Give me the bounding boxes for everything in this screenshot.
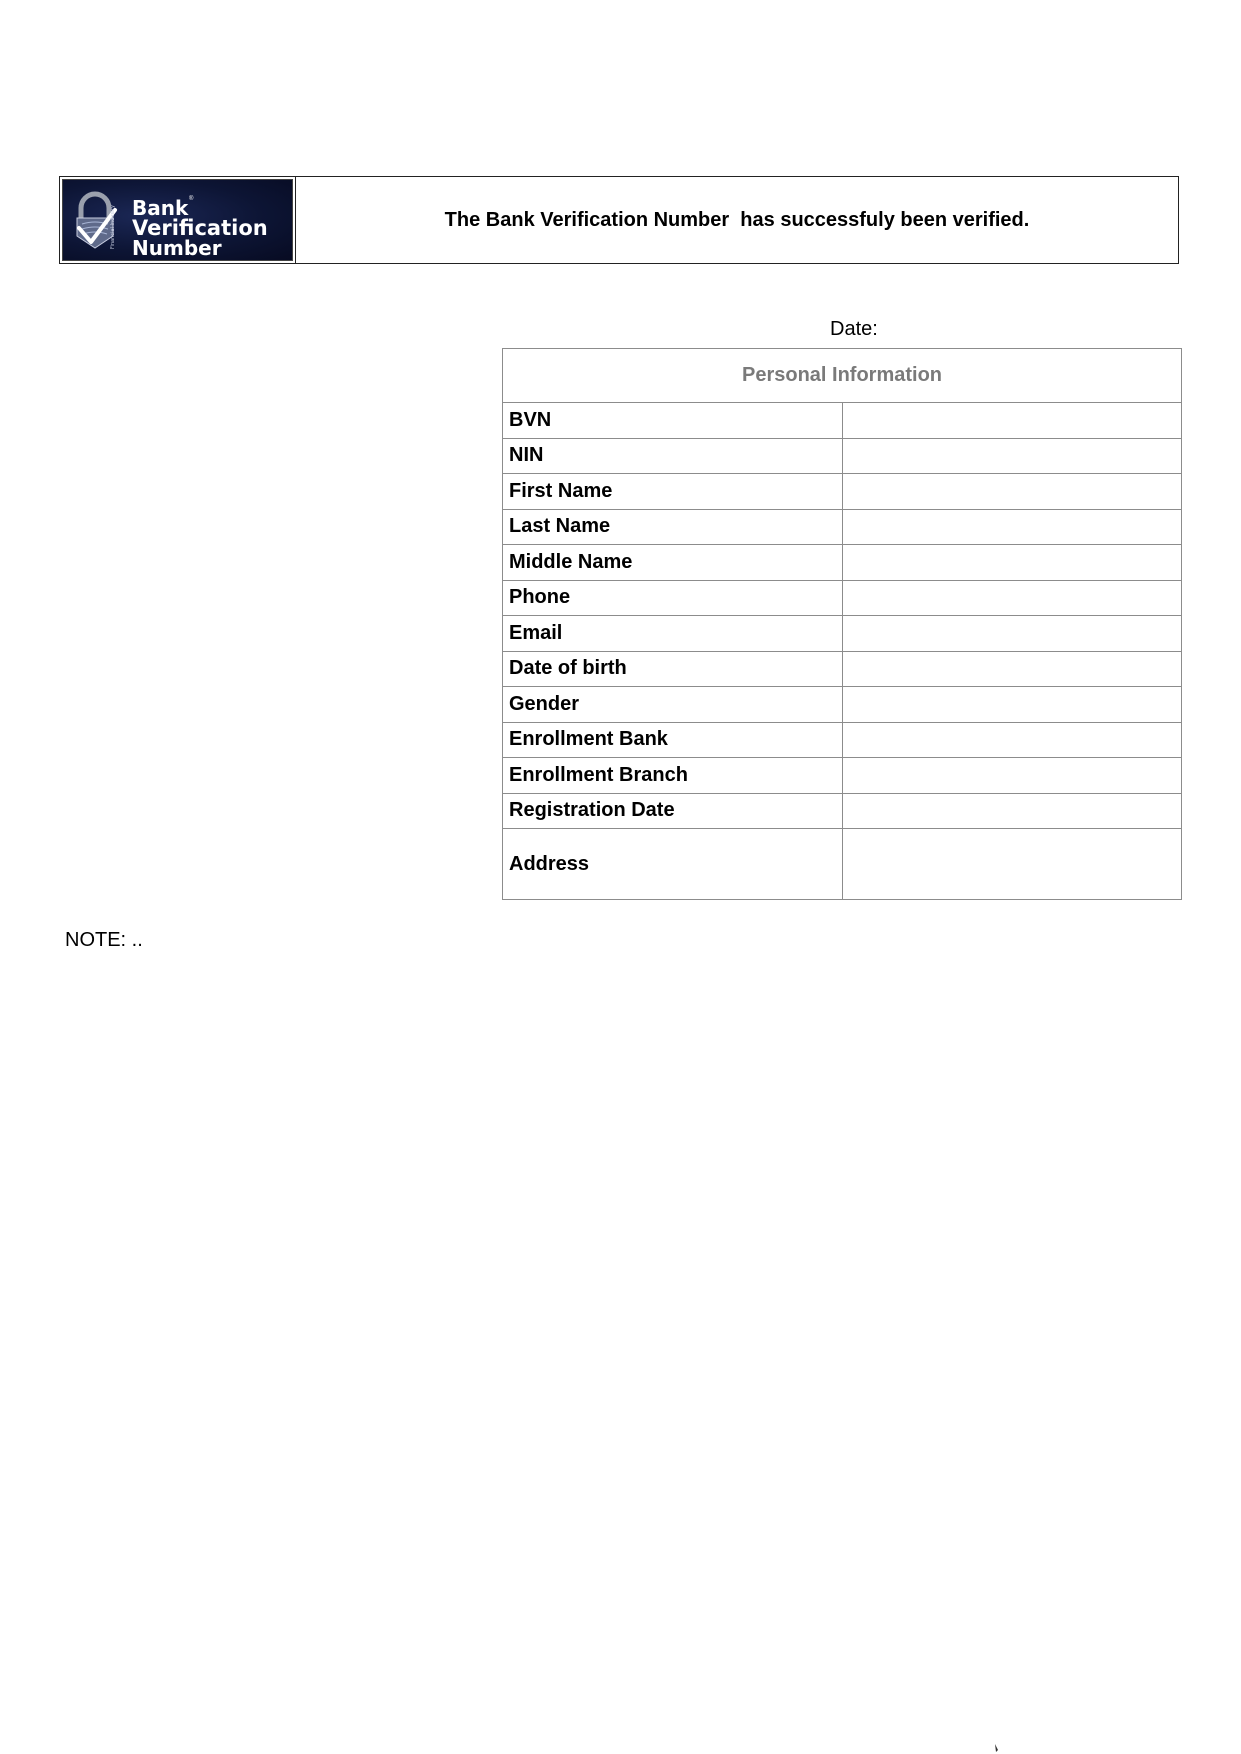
table-row (503, 580, 1182, 616)
field-value-gender (842, 687, 1182, 723)
field-label-enrollment-branch: Enrollment Branch (503, 758, 843, 794)
field-value-enrollment-bank (842, 722, 1182, 758)
table-row (503, 793, 1182, 829)
table-row (503, 687, 1182, 723)
field-label-nin: NIN (503, 438, 843, 474)
field-value-date-of-birth (842, 651, 1182, 687)
field-label-registration-date: Registration Date (503, 793, 843, 829)
logo-word-verification: Verification (132, 216, 268, 240)
field-value-email (842, 616, 1182, 652)
field-value-middle-name (842, 545, 1182, 581)
table-row (503, 474, 1182, 510)
field-value-registration-date (842, 793, 1182, 829)
table-caption-row (503, 349, 1182, 403)
logo-side-text: Financial Industry (110, 204, 116, 250)
date-label: Date: (830, 318, 878, 340)
table-row (503, 829, 1182, 900)
bvn-logo (62, 179, 293, 261)
field-label-phone: Phone (503, 580, 843, 616)
logo-cell (60, 177, 296, 263)
verification-message: The Bank Verification Number has successfuly been verified. (444, 208, 1030, 231)
field-value-last-name (842, 509, 1182, 545)
verification-header (59, 176, 1179, 264)
field-label-first-name: First Name (503, 474, 843, 510)
table-row (503, 438, 1182, 474)
page-corner-mark (995, 1744, 998, 1752)
field-value-nin (842, 438, 1182, 474)
table-row (503, 403, 1182, 439)
field-label-email: Email (503, 616, 843, 652)
field-value-phone (842, 580, 1182, 616)
table-row (503, 545, 1182, 581)
field-value-address (842, 829, 1182, 900)
field-label-enrollment-bank: Enrollment Bank (503, 722, 843, 758)
table-row (503, 509, 1182, 545)
field-value-first-name (842, 474, 1182, 510)
personal-information-table (502, 348, 1182, 900)
field-value-bvn (842, 403, 1182, 439)
field-label-bvn: BVN (503, 403, 843, 439)
logo-word-number: Number (132, 236, 222, 260)
logo-registered-mark: ® (189, 196, 194, 202)
field-value-enrollment-branch (842, 758, 1182, 794)
note-text: NOTE: .. (65, 929, 143, 951)
field-label-date-of-birth: Date of birth (503, 651, 843, 687)
personal-information-title: Personal Information (503, 349, 1182, 403)
field-label-last-name: Last Name (503, 509, 843, 545)
field-label-gender: Gender (503, 687, 843, 723)
table-row (503, 616, 1182, 652)
field-label-address: Address (503, 829, 843, 900)
table-row (503, 651, 1182, 687)
table-row (503, 722, 1182, 758)
table-row (503, 758, 1182, 794)
logo-word-bank: Bank (132, 196, 189, 220)
field-label-middle-name: Middle Name (503, 545, 843, 581)
